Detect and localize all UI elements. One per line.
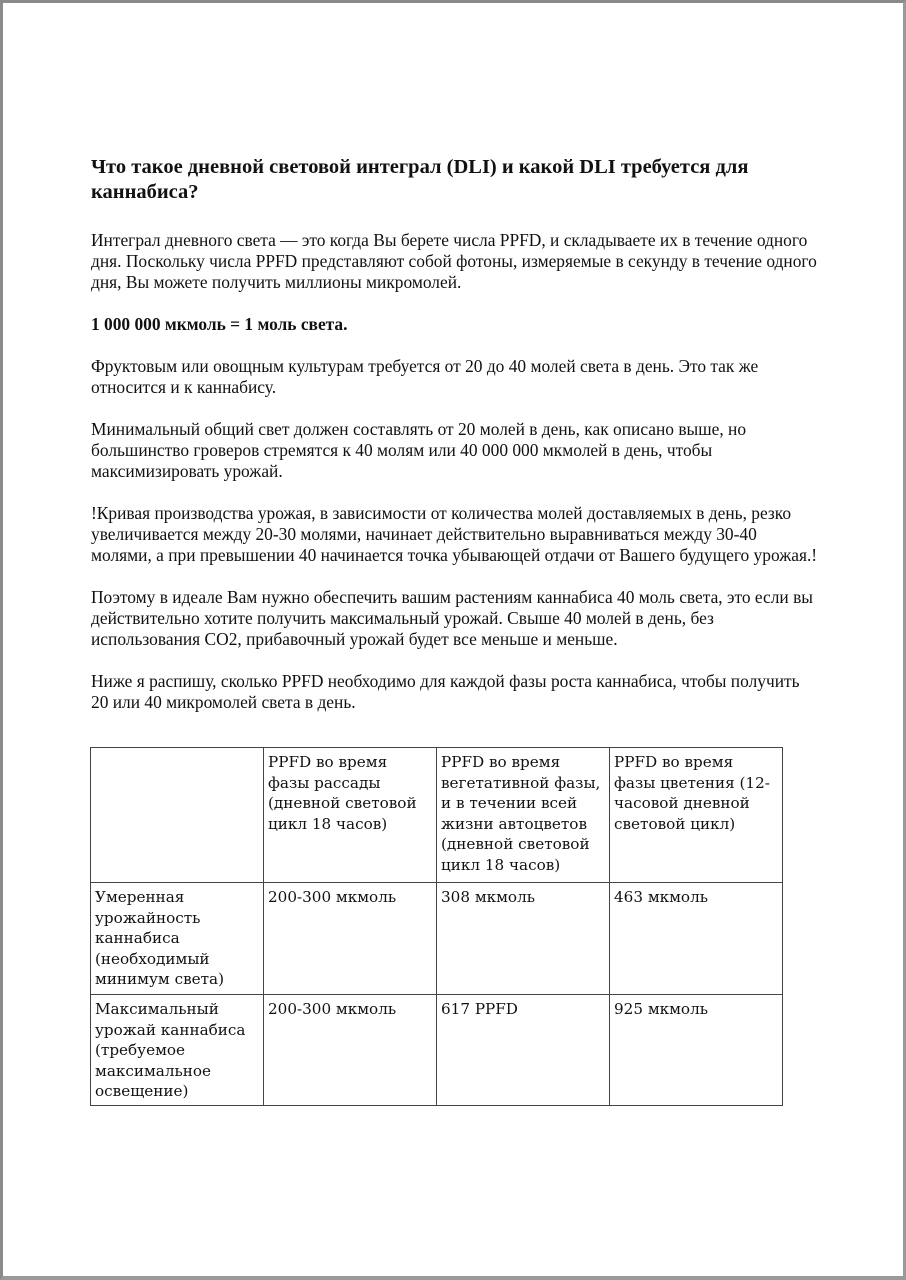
table-row-label: Умеренная урожайность каннабиса (необходимый минимум света) — [91, 883, 264, 995]
table-cell: 617 PPFD — [437, 995, 610, 1106]
paragraph-minimum: Минимальный общий свет должен составлять от 20 молей в день, как описано выше, но большинство гроверов стремятся к 40 молям или 40 000 000 мкмолей в день, чтобы максимизировать урожай. — [91, 419, 747, 481]
paragraph-ideal: Поэтому в идеале Вам нужно обеспечить вашим растениям каннабиса 40 моль света, это если вы действительно хотите получить максимальный урожай. Свыше 40 молей в день, без использования СО2, прибавочный урожай будет все меньше и меньше. — [91, 587, 813, 649]
ppfd-table — [90, 747, 783, 1106]
table-cell: 925 мкмоль — [610, 995, 783, 1106]
paragraph-conversion: 1 000 000 мкмоль = 1 моль света. — [91, 314, 348, 334]
paragraph-intro: Интеграл дневного света — это когда Вы берете числа PPFD, и складываете их в течение одного дня. Поскольку числа PPFD представляют собой фотоны, измеряемые в секунду в течение одного дня, Вы можете получить миллионы микромолей. — [91, 230, 817, 292]
paragraph-curve: !Кривая производства урожая, в зависимости от количества молей доставляемых в день, резко увеличивается между 20-30 молями, начинает действительно выравниваться между 30-40 молями, а при превышении 40 начинается точка убывающей отдачи от Вашего будущего урожая.! — [91, 503, 818, 565]
table-row-label: Максимальный урожай каннабиса (требуемое максимальное освещение) — [91, 995, 264, 1106]
table-cell: 308 мкмоль — [437, 883, 610, 995]
document-body — [91, 155, 821, 734]
table-header-cell: PPFD во время фазы рассады (дневной световой цикл 18 часов) — [264, 748, 437, 883]
table-cell: 200-300 мкмоль — [264, 883, 437, 995]
table-cell: 463 мкмоль — [610, 883, 783, 995]
table-row — [91, 883, 783, 995]
table-header-cell: PPFD во время фазы цветения (12-часовой дневной световой цикл) — [610, 748, 783, 883]
paragraph-crops: Фруктовым или овощным культурам требуется от 20 до 40 молей света в день. Это так же относится и к каннабису. — [91, 356, 759, 397]
table-header-row — [91, 748, 783, 883]
paragraph-table-intro: Ниже я распишу, сколько PPFD необходимо для каждой фазы роста каннабиса, чтобы получить 20 или 40 микромолей света в день. — [91, 671, 800, 712]
table-cell: 200-300 мкмоль — [264, 995, 437, 1106]
table-header-cell: PPFD во время вегетативной фазы, и в течении всей жизни автоцветов (дневной световой цикл 18 часов) — [437, 748, 610, 883]
table-row — [91, 995, 783, 1106]
table-header-cell — [91, 748, 264, 883]
document-title: Что такое дневной световой интеграл (DLI) и какой DLI требуется для каннабиса? — [91, 156, 749, 203]
